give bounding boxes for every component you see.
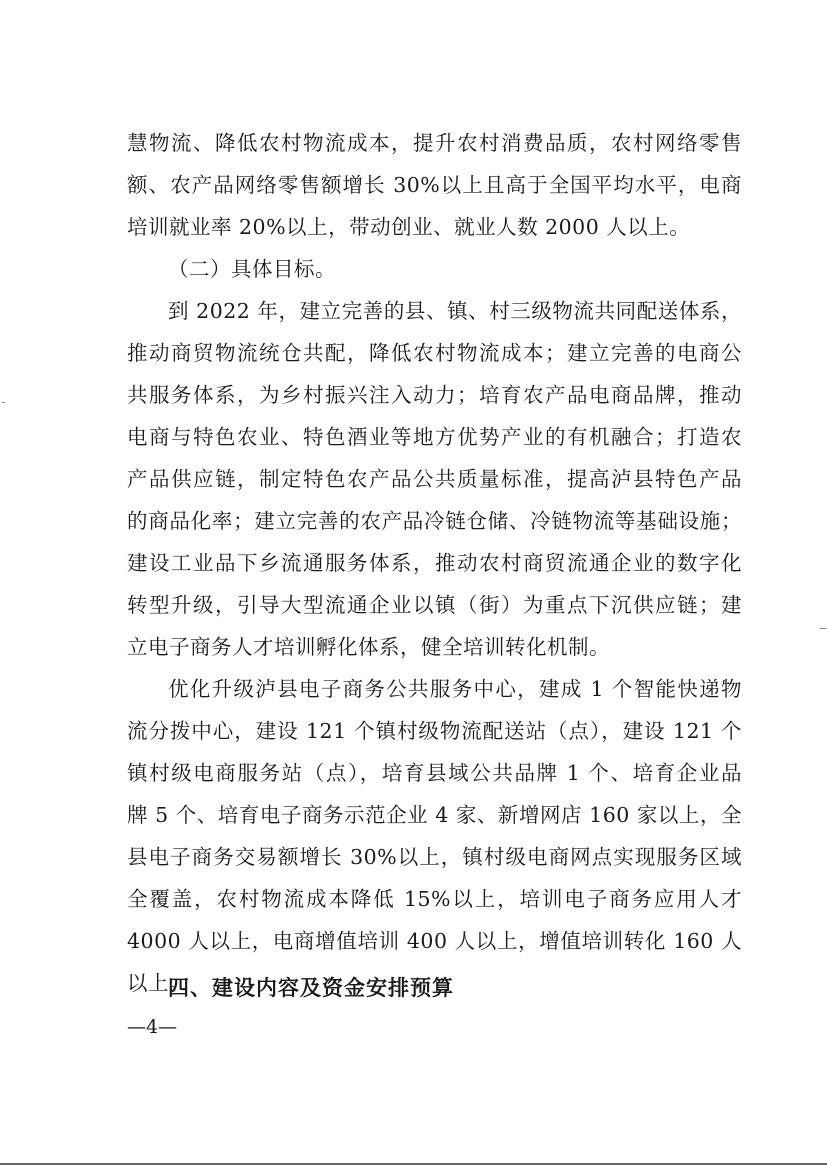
text-line: 共服务体系，为乡村振兴注入动力；培育农产品电商品牌，推动 (127, 383, 742, 407)
bottom-rule (0, 1163, 827, 1165)
text-line: 流分拨中心，建设 121 个镇村级物流配送站（点），建设 121 个 (127, 719, 742, 743)
text-line: 产品供应链，制定特色农产品公共质量标准，提高泸县特色产品 (127, 467, 742, 491)
text-line: 慧物流、降低农村物流成本，提升农村消费品质，农村网络零售 (127, 131, 742, 155)
text-line: 到 2022 年，建立完善的县、镇、村三级物流共同配送体系， (168, 299, 742, 323)
text-line: 全覆盖，农村物流成本降低 15%以上，培训电子商务应用人才 (127, 887, 742, 911)
subheading: （二）具体目标。 (168, 257, 336, 281)
section-heading: 四、建设内容及资金安排预算 (168, 976, 454, 1000)
text-line: 优化升级泸县电子商务公共服务中心，建成 1 个智能快递物 (168, 677, 742, 701)
text-line: 推动商贸物流统仓共配，降低农村物流成本；建立完善的电商公 (127, 341, 742, 365)
edge-mark (2, 402, 5, 403)
text-line: 转型升级，引导大型流通企业以镇（街）为重点下沉供应链；建 (127, 593, 742, 617)
text-line: 额、农产品网络零售额增长 30%以上且高于全国平均水平，电商 (127, 173, 742, 197)
page-number: —4— (127, 1016, 178, 1038)
text-line: 建设工业品下乡流通服务体系，推动农村商贸流通企业的数字化 (127, 551, 742, 575)
text-line: 培训就业率 20%以上，带动创业、就业人数 2000 人以上。 (127, 215, 691, 239)
text-line: 牌 5 个、培育电子商务示范企业 4 家、新增网店 160 家以上，全 (127, 803, 742, 827)
text-line: 电商与特色农业、特色酒业等地方优势产业的有机融合；打造农 (127, 425, 742, 449)
text-line: 以上。 (127, 971, 190, 995)
text-line: 4000 人以上，电商增值培训 400 人以上，增值培训转化 160 人 (127, 929, 742, 953)
text-line: 立电子商务人才培训孵化体系，健全培训转化机制。 (127, 635, 610, 659)
edge-mark (820, 628, 826, 629)
text-line: 镇村级电商服务站（点），培育县域公共品牌 1 个、培育企业品 (127, 761, 742, 785)
text-line: 的商品化率；建立完善的农产品冷链仓储、冷链物流等基础设施； (127, 509, 742, 533)
text-line: 县电子商务交易额增长 30%以上，镇村级电商网点实现服务区域 (127, 845, 742, 869)
